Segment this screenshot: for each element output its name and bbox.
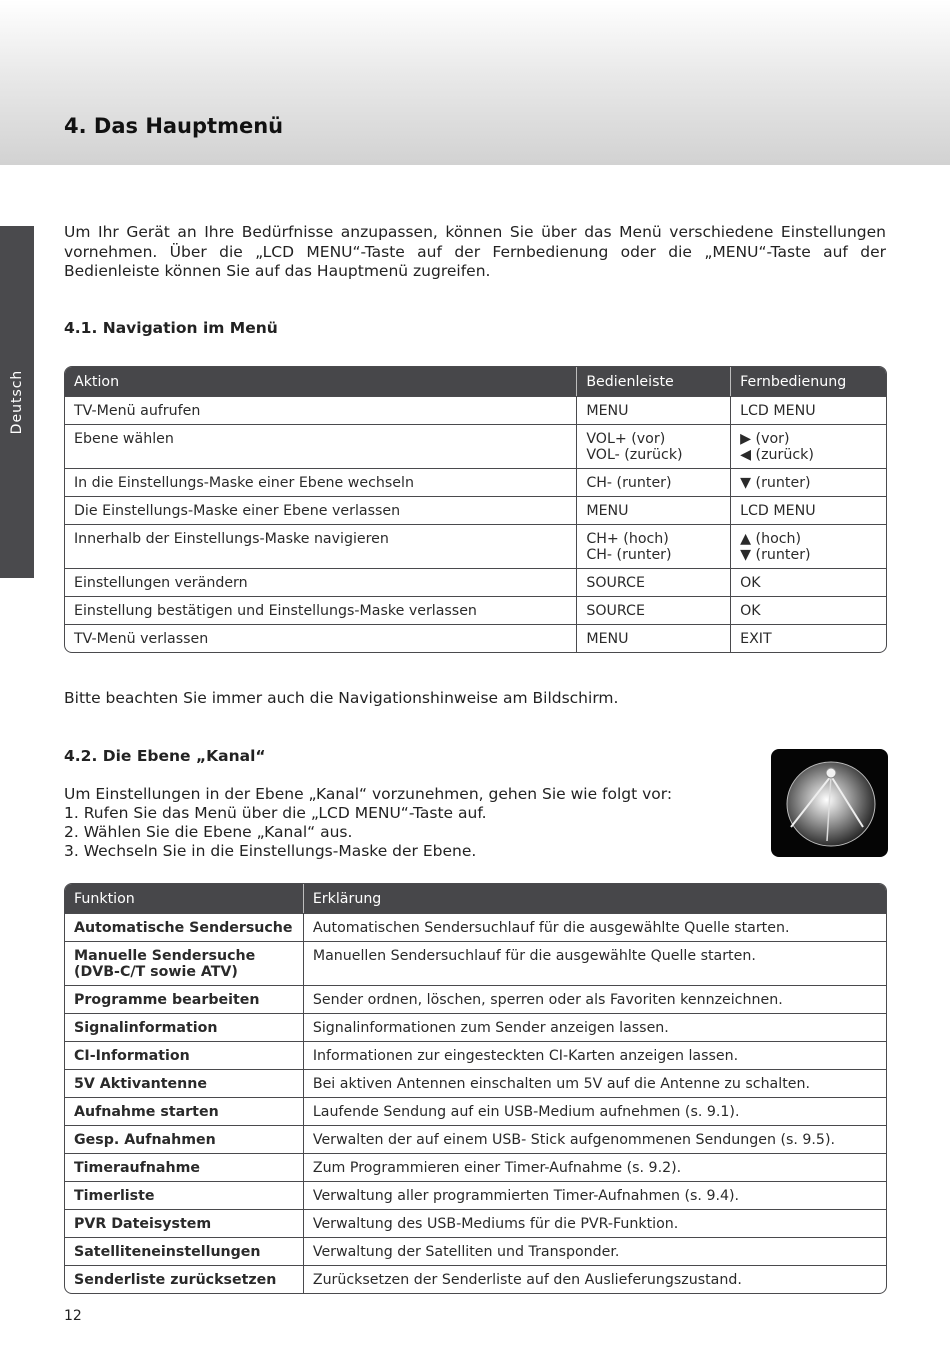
cell-line: Timerliste (74, 1188, 155, 1204)
aktion-cell: In die Einstellungs-Maske einer Ebene wechseln (65, 468, 576, 496)
table-row (65, 1013, 886, 1041)
satellite-dish-icon (771, 749, 888, 857)
bedienleiste-cell (576, 396, 730, 424)
bedienleiste-cell (576, 624, 730, 652)
column-header-aktion: Aktion (65, 367, 576, 396)
cell-line: Aufnahme starten (74, 1104, 219, 1120)
bedienleiste-cell (576, 596, 730, 624)
erklaerung-cell: Verwaltung des USB-Mediums für die PVR-Funktion. (303, 1209, 886, 1237)
table-row (65, 1153, 886, 1181)
funktion-cell (65, 1209, 303, 1237)
aktion-cell: Innerhalb der Einstellungs-Maske navigieren (65, 524, 576, 568)
funktion-cell (65, 1069, 303, 1097)
erklaerung-cell: Laufende Sendung auf ein USB-Medium aufnehmen (s. 9.1). (303, 1097, 886, 1125)
erklaerung-cell: Verwaltung der Satelliten und Transponder. (303, 1237, 886, 1265)
table-row (65, 1097, 886, 1125)
page-title: 4. Das Hauptmenü (64, 114, 284, 138)
cell-line: Senderliste zurücksetzen (74, 1272, 277, 1288)
table-row (65, 1125, 886, 1153)
cell-line: PVR Dateisystem (74, 1216, 212, 1232)
cell-line: CH- (runter) (586, 475, 672, 491)
erklaerung-cell: Bei aktiven Antennen einschalten um 5V auf die Antenne zu schalten. (303, 1069, 886, 1097)
cell-line: CH- (runter) (586, 547, 672, 563)
funktion-cell (65, 941, 303, 985)
table-row (65, 913, 886, 941)
funktion-table (64, 883, 887, 1294)
navigation-table-header-row (65, 367, 886, 396)
cell-line: ▲ (hoch) (740, 531, 802, 547)
table-row (65, 424, 886, 468)
funktion-cell (65, 1181, 303, 1209)
cell-line: OK (740, 603, 761, 619)
bedienleiste-cell (576, 568, 730, 596)
erklaerung-cell: Zum Programmieren einer Timer-Aufnahme (s. 9.2). (303, 1153, 886, 1181)
fernbedienung-cell (730, 424, 886, 468)
table-row (65, 624, 886, 652)
cell-line: MENU (586, 503, 629, 519)
table-row (65, 1209, 886, 1237)
cell-line: LCD MENU (740, 403, 816, 419)
column-header-funktion: Funktion (65, 884, 303, 913)
fernbedienung-cell (730, 568, 886, 596)
cell-line: Signalinformation (74, 1020, 218, 1036)
section-heading-navigation: 4.1. Navigation im Menü (64, 319, 278, 337)
fernbedienung-cell (730, 596, 886, 624)
table-row (65, 1041, 886, 1069)
bedienleiste-cell (576, 424, 730, 468)
funktion-cell (65, 1265, 303, 1293)
step-item: 2. Wählen Sie die Ebene „Kanal“ aus. (64, 823, 353, 841)
cell-line: Manuelle Sendersuche (74, 948, 256, 964)
funktion-cell (65, 1097, 303, 1125)
funktion-cell (65, 1125, 303, 1153)
cell-line: ▼ (runter) (740, 547, 811, 563)
erklaerung-cell: Manuellen Sendersuchlauf für die ausgewählte Quelle starten. (303, 941, 886, 985)
intro-paragraph: Um Ihr Gerät an Ihre Bedürfnisse anzupassen, können Sie über das Menü verschiedene Einstellungen vornehmen. Über die „LCD MENU“-Taste auf der Fernbedienung oder die „MENU“-Taste auf der Bedienleiste können Sie auf das Hauptmenü zugreifen. (64, 223, 886, 280)
table-row (65, 568, 886, 596)
navigation-note: Bitte beachten Sie immer auch die Navigationshinweise am Bildschirm. (64, 689, 619, 707)
table-row (65, 496, 886, 524)
section-heading-kanal: 4.2. Die Ebene „Kanal“ (64, 747, 266, 765)
cell-line: EXIT (740, 631, 772, 647)
table-row (65, 1237, 886, 1265)
column-header-fernbedienung: Fernbedienung (730, 367, 886, 396)
table-row (65, 1069, 886, 1097)
fernbedienung-cell (730, 496, 886, 524)
column-header-bedienleiste: Bedienleiste (576, 367, 730, 396)
cell-line: (DVB-C/T sowie ATV) (74, 964, 238, 980)
cell-line: ◀ (zurück) (740, 447, 814, 463)
cell-line: Automatische Sendersuche (74, 920, 293, 936)
step-item: 1. Rufen Sie das Menü über die „LCD MENU“-Taste auf. (64, 804, 487, 822)
table-row (65, 985, 886, 1013)
erklaerung-cell: Automatischen Sendersuchlauf für die ausgewählte Quelle starten. (303, 913, 886, 941)
page-number: 12 (64, 1308, 82, 1324)
erklaerung-cell: Verwaltung aller programmierten Timer-Aufnahmen (s. 9.4). (303, 1181, 886, 1209)
navigation-table (64, 366, 887, 653)
cell-line: 5V Aktivantenne (74, 1076, 208, 1092)
funktion-table-header-row (65, 884, 886, 913)
erklaerung-cell: Zurücksetzen der Senderliste auf den Auslieferungszustand. (303, 1265, 886, 1293)
table-row (65, 941, 886, 985)
table-row (65, 596, 886, 624)
cell-line: SOURCE (586, 575, 645, 591)
aktion-cell: TV-Menü verlassen (65, 624, 576, 652)
cell-line: ▶ (vor) (740, 431, 790, 447)
aktion-cell: TV-Menü aufrufen (65, 396, 576, 424)
cell-line: VOL+ (vor) (586, 431, 666, 447)
aktion-cell: Die Einstellungs-Maske einer Ebene verlassen (65, 496, 576, 524)
language-side-tab-label: Deutsch (9, 369, 25, 435)
erklaerung-cell: Signalinformationen zum Sender anzeigen lassen. (303, 1013, 886, 1041)
funktion-cell (65, 1041, 303, 1069)
funktion-cell (65, 1153, 303, 1181)
fernbedienung-cell (730, 468, 886, 496)
erklaerung-cell: Informationen zur eingesteckten CI-Karten anzeigen lassen. (303, 1041, 886, 1069)
cell-line: Gesp. Aufnahmen (74, 1132, 216, 1148)
bedienleiste-cell (576, 496, 730, 524)
funktion-cell (65, 985, 303, 1013)
header-band (0, 0, 950, 165)
cell-line: Programme bearbeiten (74, 992, 260, 1008)
fernbedienung-cell (730, 624, 886, 652)
bedienleiste-cell (576, 468, 730, 496)
aktion-cell: Ebene wählen (65, 424, 576, 468)
cell-line: LCD MENU (740, 503, 816, 519)
cell-line: Satelliteneinstellungen (74, 1244, 261, 1260)
cell-line: SOURCE (586, 603, 645, 619)
table-row (65, 524, 886, 568)
cell-line: MENU (586, 403, 629, 419)
aktion-cell: Einstellungen verändern (65, 568, 576, 596)
funktion-cell (65, 1013, 303, 1041)
cell-line: VOL- (zurück) (586, 447, 683, 463)
erklaerung-cell: Sender ordnen, löschen, sperren oder als Favoriten kennzeichnen. (303, 985, 886, 1013)
fernbedienung-cell (730, 524, 886, 568)
table-row (65, 1181, 886, 1209)
funktion-cell (65, 913, 303, 941)
table-row (65, 468, 886, 496)
cell-line: MENU (586, 631, 629, 647)
column-header-erklaerung: Erklärung (303, 884, 886, 913)
cell-line: Timeraufnahme (74, 1160, 200, 1176)
cell-line: OK (740, 575, 761, 591)
kanal-instructions (64, 785, 764, 861)
erklaerung-cell: Verwalten der auf einem USB- Stick aufgenommenen Sendungen (s. 9.5). (303, 1125, 886, 1153)
fernbedienung-cell (730, 396, 886, 424)
cell-line: CI-Information (74, 1048, 190, 1064)
funktion-cell (65, 1237, 303, 1265)
kanal-lead-text: Um Einstellungen in der Ebene „Kanal“ vorzunehmen, gehen Sie wie folgt vor: (64, 785, 673, 803)
step-item: 3. Wechseln Sie in die Einstellungs-Maske der Ebene. (64, 842, 477, 860)
cell-line: CH+ (hoch) (586, 531, 669, 547)
table-row (65, 396, 886, 424)
bedienleiste-cell (576, 524, 730, 568)
table-row (65, 1265, 886, 1293)
cell-line: ▼ (runter) (740, 475, 811, 491)
aktion-cell: Einstellung bestätigen und Einstellungs-Maske verlassen (65, 596, 576, 624)
